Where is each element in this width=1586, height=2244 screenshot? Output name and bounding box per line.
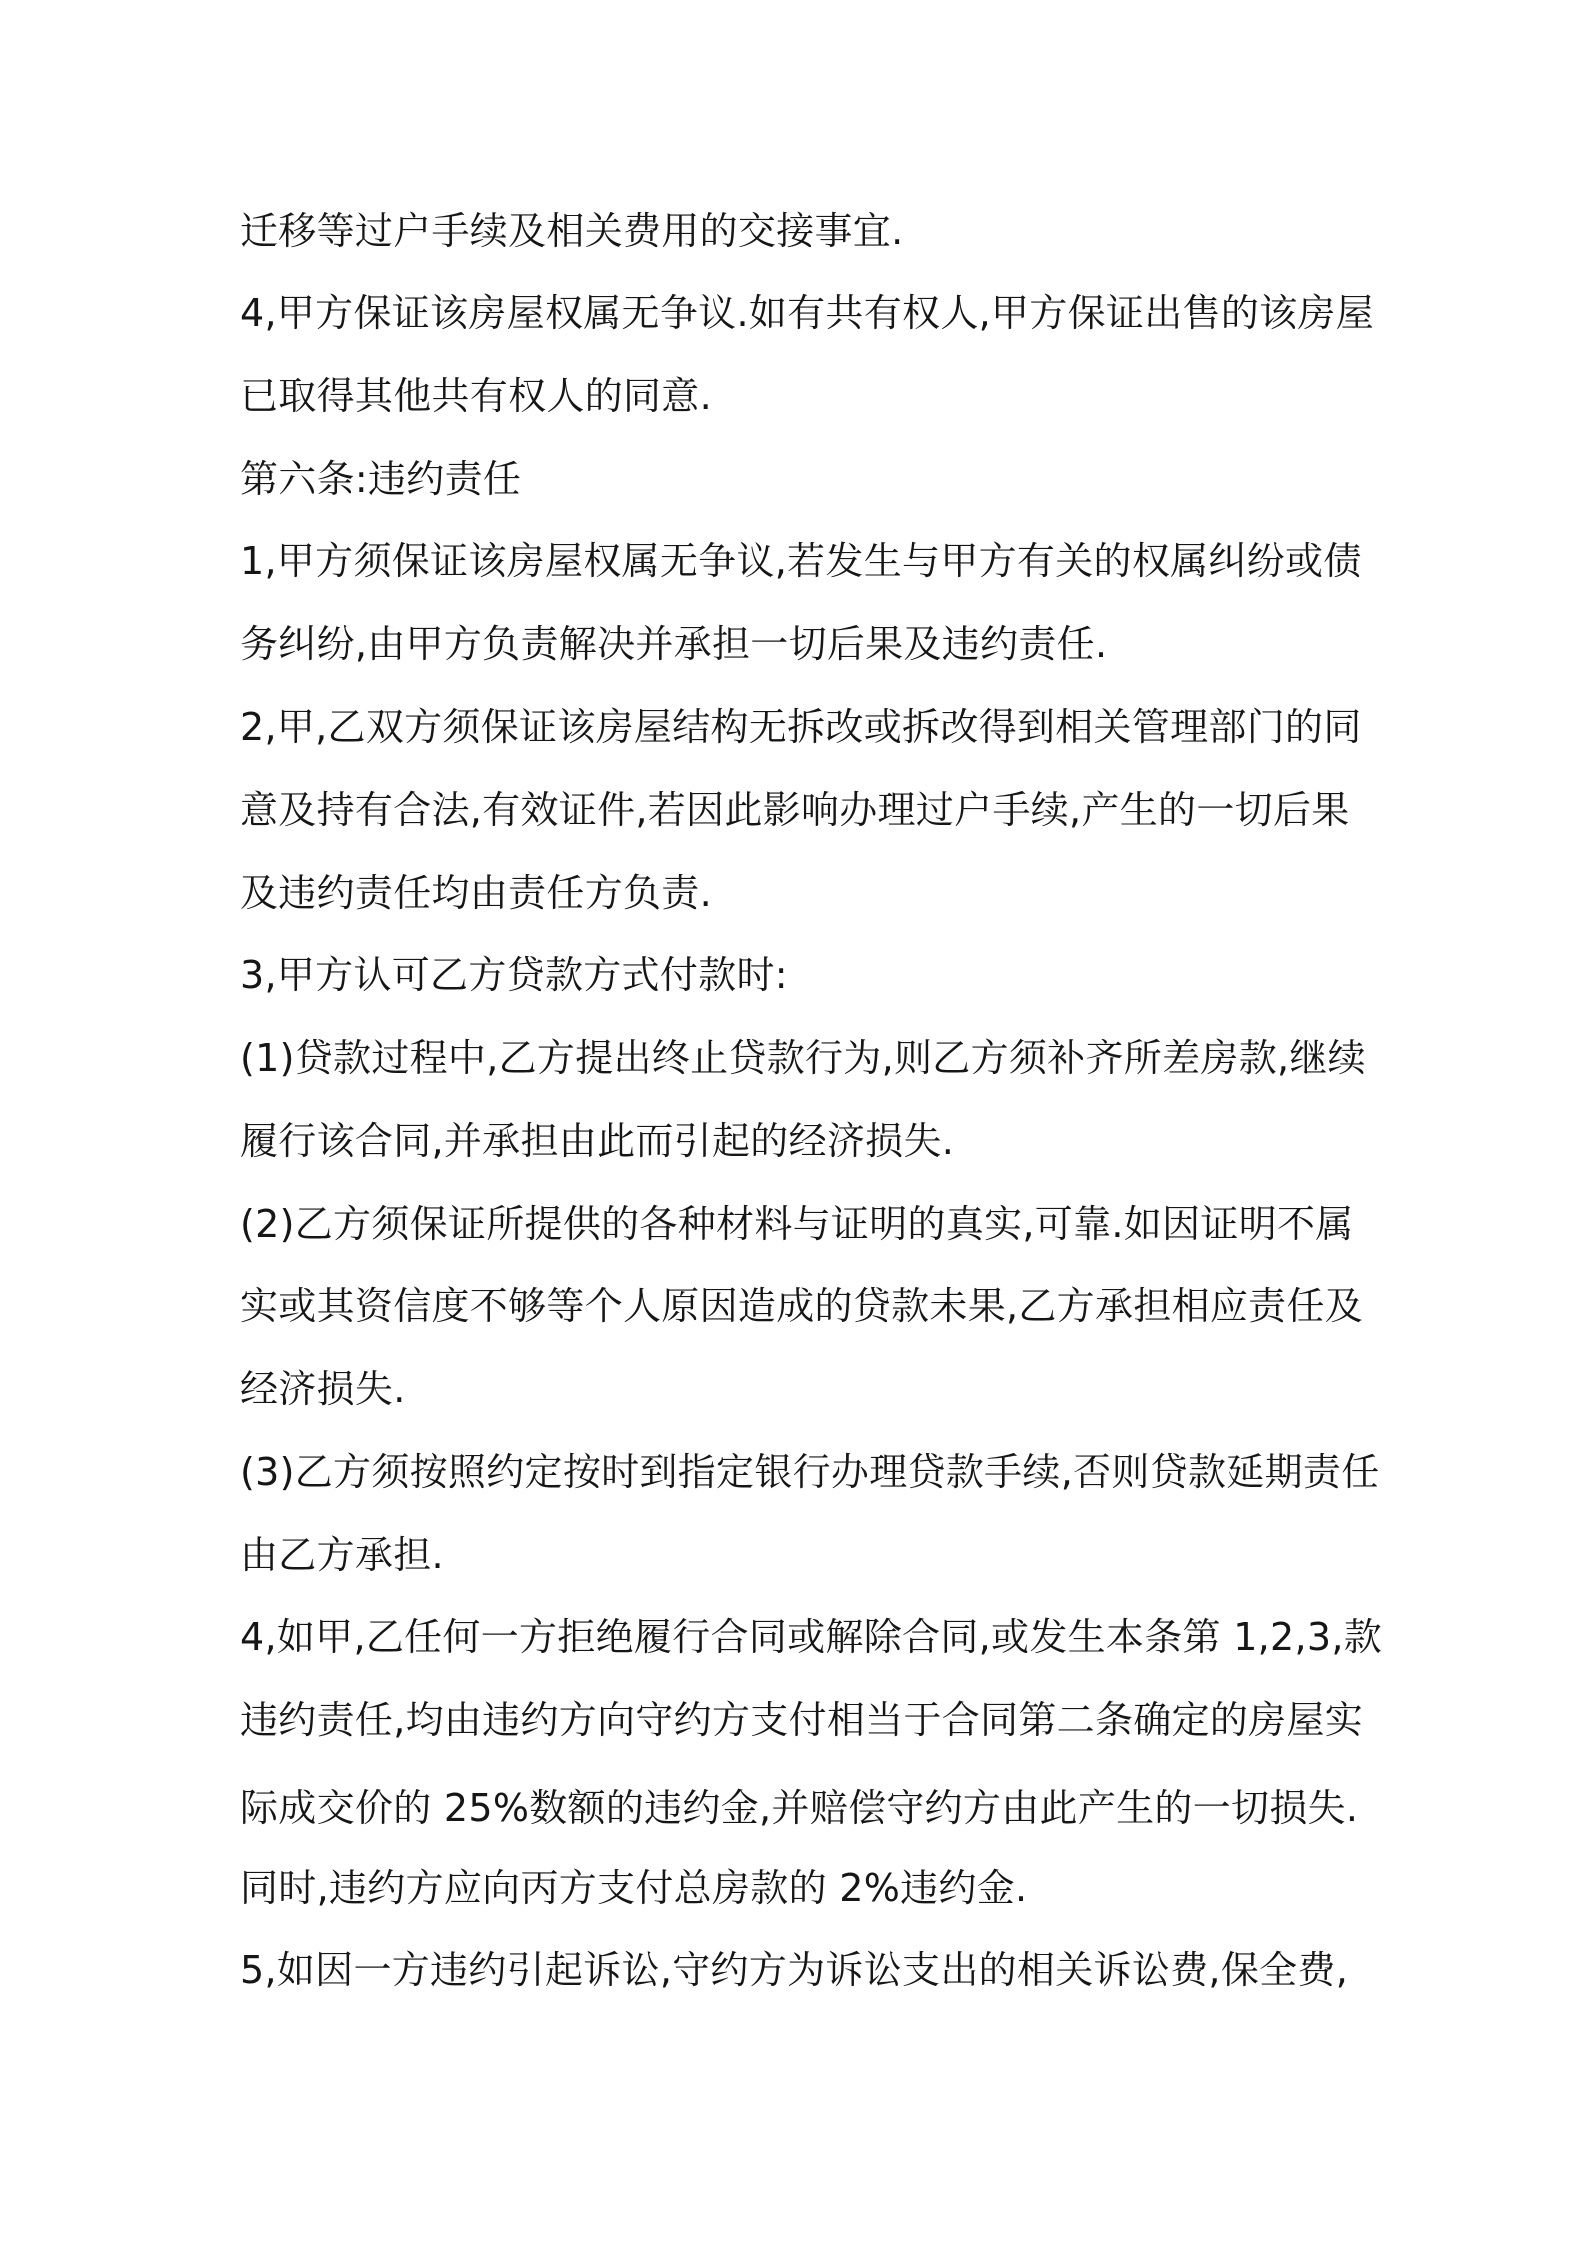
text-line: 际成交价的 25%数额的违约金,并赔偿守约方由此产生的一切损失. [240,1786,1359,1830]
text-line: 同时,违约方应向丙方支付总房款的 2%违约金. [240,1866,1028,1910]
text-line: (3)乙方须按照约定按时到指定银行办理贷款手续,否则贷款延期责任 [240,1450,1380,1494]
text-line: (1)贷款过程中,乙方提出终止贷款行为,则乙方须补齐所差房款,继续 [240,1036,1366,1080]
text-line: 违约责任,均由违约方向守约方支付相当于合同第二条确定的房屋实 [240,1698,1364,1742]
text-line: 3,甲方认可乙方贷款方式付款时: [240,953,788,997]
text-line: 实或其资信度不够等个人原因造成的贷款未果,乙方承担相应责任及 [240,1284,1364,1328]
text-line: 由乙方承担. [240,1533,444,1577]
text-line: 2,甲,乙双方须保证该房屋结构无拆改或拆改得到相关管理部门的同 [240,705,1362,749]
text-line: 5,如因一方违约引起诉讼,守约方为诉讼支出的相关诉讼费,保全费, [240,1948,1349,1992]
text-line: 1,甲方须保证该房屋权属无争议,若发生与甲方有关的权属纠纷或债 [240,539,1362,583]
text-line: 及违约责任均由责任方负责. [240,871,712,915]
section-heading: 第六条:违约责任 [240,457,522,501]
text-line: 经济损失. [240,1367,406,1411]
text-line: (2)乙方须保证所提供的各种材料与证明的真实,可靠.如因证明不属 [240,1202,1354,1246]
text-line: 迁移等过户手续及相关费用的交接事宜. [240,209,904,253]
text-line: 4,如甲,乙任何一方拒绝履行合同或解除合同,或发生本条第 1,2,3,款 [240,1615,1383,1659]
text-line: 已取得其他共有权人的同意. [240,374,712,418]
text-line: 4,甲方保证该房屋权属无争议.如有共有权人,甲方保证出售的该房屋 [240,291,1375,335]
text-line: 履行该合同,并承担由此而引起的经济损失. [240,1119,955,1163]
text-line: 意及持有合法,有效证件,若因此影响办理过户手续,产生的一切后果 [240,788,1350,832]
text-line: 务纠纷,由甲方负责解决并承担一切后果及违约责任. [240,622,1108,666]
